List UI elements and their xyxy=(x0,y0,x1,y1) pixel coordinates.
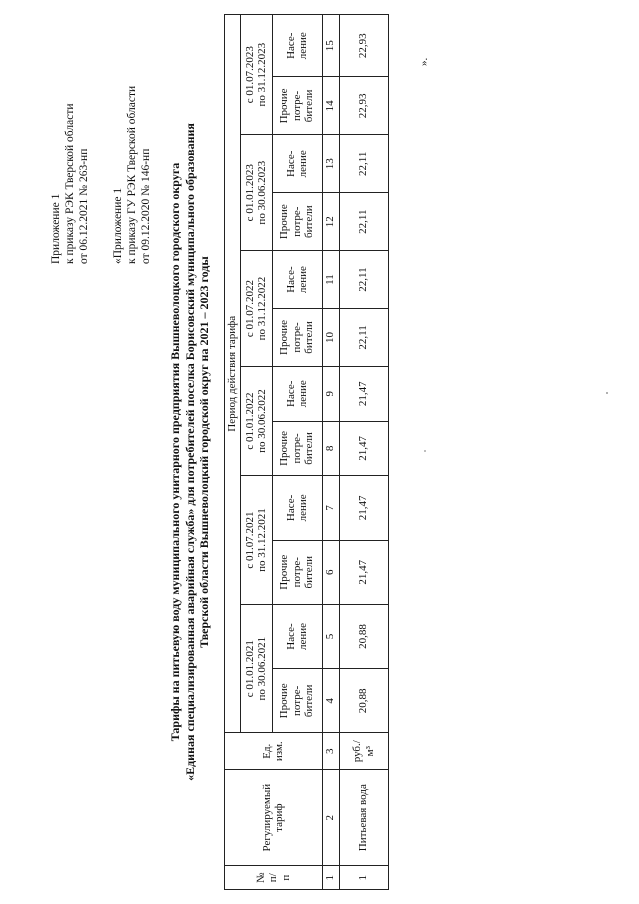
tariff-value-cell: 22,11 xyxy=(339,193,388,251)
annex-line: от 06.12.2021 № 263-нп xyxy=(78,148,90,264)
header-population: Насе- ление xyxy=(272,251,322,309)
column-number-cell: 2 xyxy=(322,769,339,865)
scan-speck xyxy=(606,392,608,394)
column-number-cell: 14 xyxy=(322,77,339,135)
tariff-value-cell: 22,11 xyxy=(339,309,388,367)
column-number-cell: 1 xyxy=(322,866,339,890)
annex-line: от 09.12.2020 № 146-нп xyxy=(140,148,152,264)
row-number: 1 xyxy=(339,866,388,890)
column-number-cell: 4 xyxy=(322,669,339,733)
annex-reference-old xyxy=(111,86,153,264)
tariff-value-cell: 21,47 xyxy=(339,421,388,476)
tariff-value-cell: 22,11 xyxy=(339,251,388,309)
annex-line: Приложение 1 xyxy=(50,193,62,264)
document-title xyxy=(168,0,212,904)
header-period-range: с 01.07.2023 по 31.12.2023 xyxy=(240,15,272,135)
header-unit: Ед. изм. xyxy=(225,733,323,769)
header-other-consumers: Прочие потре- бители xyxy=(272,669,322,733)
title-line: Тверской области Вышневолоцкий городской округ на 2021 – 2023 годы xyxy=(197,256,211,648)
header-period-range: с 01.01.2022 по 30.06.2022 xyxy=(240,366,272,475)
header-period-range: с 01.07.2022 по 31.12.2022 xyxy=(240,251,272,367)
tariff-value-cell: 22,11 xyxy=(339,135,388,193)
table-row xyxy=(339,15,388,890)
column-number-cell: 6 xyxy=(322,540,339,604)
row-unit: руб./м³ xyxy=(339,733,388,769)
title-line: «Единая специализированная аварийная служба» для потребителей поселка Борисовский муниципального образования xyxy=(182,123,197,781)
tariff-value-cell: 22,93 xyxy=(339,77,388,135)
column-number-cell: 13 xyxy=(322,135,339,193)
tariff-table xyxy=(224,14,389,890)
header-population: Насе- ление xyxy=(272,366,322,421)
header-population: Насе- ление xyxy=(272,476,322,540)
tariff-value-cell: 21,47 xyxy=(339,476,388,540)
header-period-range: с 01.07.2021 по 31.12.2021 xyxy=(240,476,272,605)
column-number-cell: 3 xyxy=(322,733,339,769)
tariff-value-cell: 20,88 xyxy=(339,604,388,668)
header-other-consumers: Прочие потре- бители xyxy=(272,540,322,604)
header-population: Насе- ление xyxy=(272,15,322,77)
closing-quote-mark: ». xyxy=(418,57,430,66)
header-period-range: с 01.01.2023 по 30.06.2023 xyxy=(240,135,272,251)
tariff-value-cell: 20,88 xyxy=(339,669,388,733)
title-line: Тарифы на питьевую воду муниципального унитарного предприятия Вышневолоцкого городского округа xyxy=(168,162,182,742)
column-number-cell: 5 xyxy=(322,604,339,668)
annex-reference-new xyxy=(49,104,91,265)
tariff-value-cell: 22,93 xyxy=(339,15,388,77)
column-number-cell: 12 xyxy=(322,193,339,251)
scan-speck xyxy=(424,450,426,452)
column-number-cell: 10 xyxy=(322,309,339,367)
column-number-cell: 9 xyxy=(322,366,339,421)
header-other-consumers: Прочие потре- бители xyxy=(272,421,322,476)
annex-line: «Приложение 1 xyxy=(112,187,124,264)
header-other-consumers: Прочие потре- бители xyxy=(272,193,322,251)
row-tariff-name: Питьевая вода xyxy=(339,769,388,865)
column-number-cell: 11 xyxy=(322,251,339,309)
header-period: Период действия тарифа xyxy=(225,15,241,734)
header-other-consumers: Прочие потре- бители xyxy=(272,309,322,367)
header-other-consumers: Прочие потре- бители xyxy=(272,77,322,135)
header-population: Насе- ление xyxy=(272,604,322,668)
annex-line: к приказу ГУ РЭК Тверской области xyxy=(126,85,138,264)
header-period-range: с 01.01.2021 по 30.06.2021 xyxy=(240,604,272,733)
column-number-cell: 15 xyxy=(322,15,339,77)
annex-line: к приказу РЭК Тверской области xyxy=(64,103,76,264)
column-number-cell: 8 xyxy=(322,421,339,476)
tariff-value-cell: 21,47 xyxy=(339,540,388,604)
header-tariff: Регулируемый тариф xyxy=(225,769,323,865)
header-number: № п/ п xyxy=(225,866,323,890)
column-number-cell: 7 xyxy=(322,476,339,540)
header-population: Насе- ление xyxy=(272,135,322,193)
tariff-value-cell: 21,47 xyxy=(339,366,388,421)
